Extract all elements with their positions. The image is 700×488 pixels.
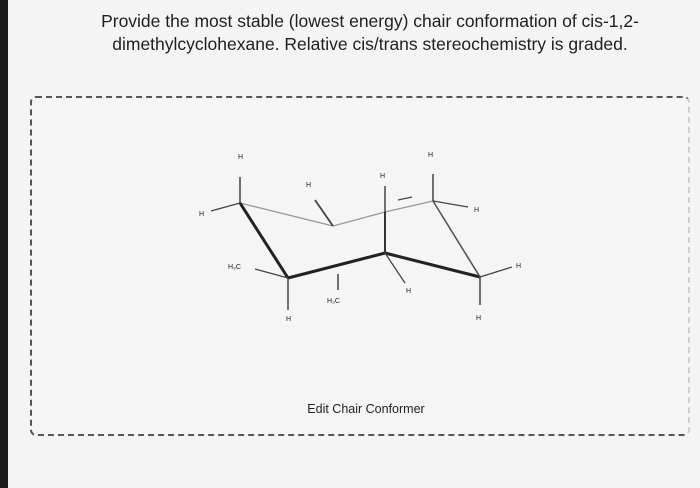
bond-c6-equatorial [433, 201, 468, 207]
label-h-bottom-left: H [286, 316, 292, 323]
label-h-top-right: H [428, 152, 434, 159]
label-h-upper-center: H [380, 173, 386, 180]
label-h-top-left: H [238, 154, 244, 161]
label-h3c-mid: H₃C [327, 298, 340, 305]
label-h-right: H [516, 263, 522, 270]
ring-bond-front-center [288, 253, 385, 278]
label-h-left: H [199, 211, 205, 218]
ring-bond-front-left [240, 203, 288, 278]
question-line-1: Provide the most stable (lowest energy) chair conformation of cis-1,2- [101, 11, 639, 31]
question-line-2: dimethylcyclohexane. Relative cis/trans stereochemistry is graded. [112, 34, 628, 54]
bond-c4-tick [398, 197, 412, 200]
label-h-center-lower: H [406, 288, 412, 295]
label-h-bottom-right: H [476, 315, 482, 322]
bond-c7-equatorial [480, 267, 512, 277]
label-h-mid-upper: H [306, 182, 312, 189]
bond-c1-equatorial [211, 203, 240, 211]
label-h-right-upper: H [474, 207, 480, 214]
ring-bond-back-center [333, 212, 385, 226]
edit-chair-conformer-button[interactable]: Edit Chair Conformer [307, 402, 425, 416]
label-h3c-left: H₃C [228, 264, 241, 271]
ring-bond-back-right [385, 201, 433, 212]
